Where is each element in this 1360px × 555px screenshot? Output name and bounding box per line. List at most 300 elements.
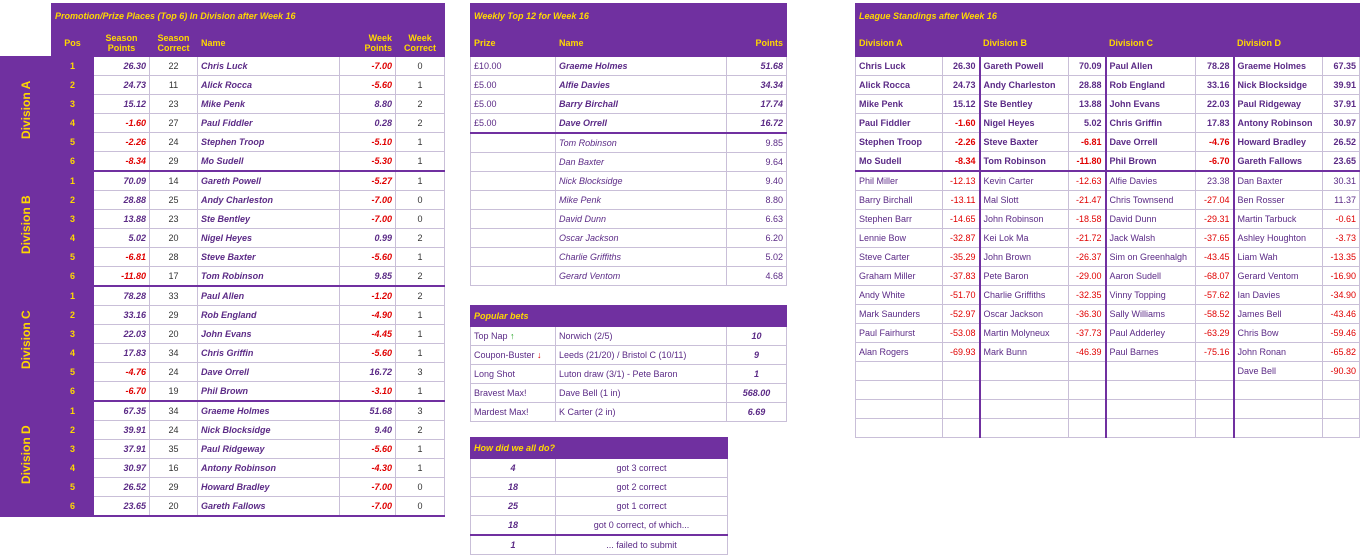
table-row	[1, 421, 445, 440]
player-name: Mark Bunn	[980, 343, 1069, 362]
table-row	[1, 459, 445, 478]
table-row	[471, 365, 787, 384]
table-row	[1, 363, 445, 382]
header-name: Name	[556, 29, 727, 57]
season-points: 78.28	[94, 286, 150, 306]
season-points: -32.35	[1069, 286, 1106, 305]
season-points: 39.91	[1323, 76, 1360, 95]
count: 1	[471, 535, 556, 555]
bet-label-text: Bravest Max!	[474, 388, 527, 398]
season-points: 24.73	[94, 76, 150, 95]
season-points: -51.70	[943, 286, 980, 305]
season-points: -21.47	[1069, 191, 1106, 210]
season-points: 33.16	[1196, 76, 1234, 95]
table-row	[471, 516, 728, 536]
player-name: Alfie Davies	[1106, 171, 1196, 191]
week-correct: 3	[396, 363, 445, 382]
table-row	[856, 362, 1360, 381]
table-row	[856, 229, 1360, 248]
table-row	[856, 95, 1360, 114]
bet-count: 10	[727, 327, 787, 346]
count: 18	[471, 478, 556, 497]
table-row	[856, 400, 1360, 419]
season-points: 23.65	[94, 497, 150, 517]
player-name	[856, 362, 943, 381]
season-points: -13.11	[943, 191, 980, 210]
player-name: Alick Rocca	[856, 76, 943, 95]
player-name: Graeme Holmes	[1234, 57, 1323, 76]
prize-amount	[471, 229, 556, 248]
blank-cell	[1, 29, 52, 57]
player-name: Alan Rogers	[856, 343, 943, 362]
season-points: 28.88	[1069, 76, 1106, 95]
bet-label	[471, 346, 556, 365]
bet-description: Leeds (21/20) / Bristol C (10/11)	[556, 346, 727, 365]
table-row	[856, 305, 1360, 324]
player-name: Nick Blocksidge	[1234, 76, 1323, 95]
promotion-title: Promotion/Prize Places (Top 6) In Division after Week 16	[52, 4, 445, 29]
position: 3	[52, 210, 94, 229]
season-points: -11.80	[1069, 152, 1106, 172]
season-correct: 20	[150, 497, 198, 517]
bet-description: Luton draw (3/1) - Pete Baron	[556, 365, 727, 384]
season-points: -27.04	[1196, 191, 1234, 210]
season-points: 17.83	[1196, 114, 1234, 133]
season-points: -68.07	[1196, 267, 1234, 286]
season-points: 11.37	[1323, 191, 1360, 210]
player-name	[856, 381, 943, 400]
week-points: 5.02	[727, 248, 787, 267]
player-name: Liam Wah	[1234, 248, 1323, 267]
bet-label	[471, 327, 556, 346]
season-correct: 22	[150, 57, 198, 76]
table-row	[471, 133, 787, 153]
weekly-top12-table	[470, 3, 787, 286]
position: 4	[52, 459, 94, 478]
position: 6	[52, 497, 94, 517]
position: 5	[52, 248, 94, 267]
week-correct: 2	[396, 114, 445, 133]
table-row	[856, 210, 1360, 229]
player-name: Dave Orrell	[556, 114, 727, 134]
season-points: 23.38	[1196, 171, 1234, 191]
week-correct: 1	[396, 171, 445, 191]
header-pos: Pos	[52, 29, 94, 57]
table-row	[471, 403, 787, 422]
table-row	[1, 344, 445, 363]
table-row	[856, 171, 1360, 191]
position: 3	[52, 95, 94, 114]
how-did-we-do-title: How did we all do?	[471, 438, 728, 459]
count: 25	[471, 497, 556, 516]
prize-amount	[471, 210, 556, 229]
bet-count: 9	[727, 346, 787, 365]
division-header: Division D	[1234, 29, 1360, 57]
season-points: -29.31	[1196, 210, 1234, 229]
table-row	[1, 133, 445, 152]
season-correct: 35	[150, 440, 198, 459]
season-points: 28.88	[94, 191, 150, 210]
season-points	[1196, 362, 1234, 381]
season-points: -14.65	[943, 210, 980, 229]
season-points: -69.93	[943, 343, 980, 362]
player-name: Chris Luck	[198, 57, 340, 76]
season-points: -59.46	[1323, 324, 1360, 343]
season-points: -65.82	[1323, 343, 1360, 362]
outcome: got 3 correct	[556, 459, 728, 478]
season-points: -29.00	[1069, 267, 1106, 286]
player-name: Dave Bell	[1234, 362, 1323, 381]
player-name: Charlie Griffiths	[556, 248, 727, 267]
season-points: -1.60	[94, 114, 150, 133]
player-name: Barry Birchall	[856, 191, 943, 210]
player-name: Nigel Heyes	[980, 114, 1069, 133]
table-row	[856, 419, 1360, 438]
player-name: John Evans	[1106, 95, 1196, 114]
week-points: -5.60	[340, 440, 396, 459]
player-name: Martin Tarbuck	[1234, 210, 1323, 229]
week-correct: 1	[396, 133, 445, 152]
prize-amount: £5.00	[471, 76, 556, 95]
header-prize: Prize	[471, 29, 556, 57]
player-name	[980, 400, 1069, 419]
player-name	[1106, 362, 1196, 381]
season-points: 5.02	[1069, 114, 1106, 133]
season-points: -6.70	[94, 382, 150, 402]
season-points: -53.08	[943, 324, 980, 343]
table-row	[1, 286, 445, 306]
season-correct: 19	[150, 382, 198, 402]
season-correct: 14	[150, 171, 198, 191]
week-correct: 2	[396, 286, 445, 306]
season-correct: 27	[150, 114, 198, 133]
player-name: Gareth Fallows	[198, 497, 340, 517]
player-name: David Dunn	[1106, 210, 1196, 229]
table-row	[856, 191, 1360, 210]
popular-bets-title: Popular bets	[471, 306, 787, 327]
position: 5	[52, 363, 94, 382]
player-name	[1234, 419, 1323, 438]
week-points: -5.10	[340, 133, 396, 152]
table-row	[471, 384, 787, 403]
season-points: 39.91	[94, 421, 150, 440]
season-points: 30.97	[1323, 114, 1360, 133]
player-name: Chris Luck	[856, 57, 943, 76]
player-name	[856, 419, 943, 438]
outcome: got 1 correct	[556, 497, 728, 516]
player-name: David Dunn	[556, 210, 727, 229]
season-points: 26.30	[943, 57, 980, 76]
season-points: 13.88	[1069, 95, 1106, 114]
player-name: Ste Bentley	[198, 210, 340, 229]
position: 3	[52, 325, 94, 344]
position: 1	[52, 57, 94, 76]
prize-amount	[471, 191, 556, 210]
season-points	[943, 400, 980, 419]
week-points: 16.72	[727, 114, 787, 134]
player-name: Oscar Jackson	[556, 229, 727, 248]
player-name: John Evans	[198, 325, 340, 344]
table-row	[856, 152, 1360, 172]
week-points: 0.99	[340, 229, 396, 248]
week-points: -5.60	[340, 76, 396, 95]
position: 2	[52, 191, 94, 210]
season-points: -18.58	[1069, 210, 1106, 229]
season-points: -4.76	[1196, 133, 1234, 152]
season-points	[1069, 419, 1106, 438]
player-name: Vinny Topping	[1106, 286, 1196, 305]
player-name: John Robinson	[980, 210, 1069, 229]
position: 4	[52, 114, 94, 133]
season-points: -6.81	[94, 248, 150, 267]
bet-label	[471, 384, 556, 403]
season-correct: 34	[150, 344, 198, 363]
table-row	[1, 248, 445, 267]
player-name: Paul Ridgeway	[198, 440, 340, 459]
division-header: Division B	[980, 29, 1106, 57]
division-label-text: Division D	[19, 424, 33, 484]
season-points: -58.52	[1196, 305, 1234, 324]
player-name: Stephen Troop	[856, 133, 943, 152]
position: 2	[52, 421, 94, 440]
division-header: Division A	[856, 29, 980, 57]
division-label-text: Division C	[19, 309, 33, 369]
league-title: League Standings after Week 16	[856, 4, 1360, 29]
bet-label	[471, 403, 556, 422]
season-points: -8.34	[94, 152, 150, 172]
season-points	[1196, 381, 1234, 400]
player-name: Mo Sudell	[856, 152, 943, 172]
table-row	[471, 76, 787, 95]
count: 18	[471, 516, 556, 536]
player-name: Chris Bow	[1234, 324, 1323, 343]
week-correct: 1	[396, 152, 445, 172]
week-correct: 0	[396, 191, 445, 210]
table-row	[471, 248, 787, 267]
table-row	[471, 95, 787, 114]
player-name: Jack Walsh	[1106, 229, 1196, 248]
week-correct: 1	[396, 382, 445, 402]
table-row	[1, 440, 445, 459]
season-points: -12.63	[1069, 171, 1106, 191]
season-correct: 24	[150, 363, 198, 382]
season-points: -34.90	[1323, 286, 1360, 305]
prize-amount	[471, 172, 556, 191]
season-points: 26.30	[94, 57, 150, 76]
player-name: Steve Baxter	[198, 248, 340, 267]
table-row	[471, 153, 787, 172]
player-name: Stephen Barr	[856, 210, 943, 229]
season-points	[1196, 400, 1234, 419]
division-label	[1, 57, 52, 172]
week-points: 6.20	[727, 229, 787, 248]
season-points: -57.62	[1196, 286, 1234, 305]
player-name: Chris Townsend	[1106, 191, 1196, 210]
week-correct: 1	[396, 344, 445, 363]
table-row	[1, 401, 445, 421]
week-points: 9.40	[727, 172, 787, 191]
header-name: Name	[198, 29, 340, 57]
bet-description: K Carter (2 in)	[556, 403, 727, 422]
player-name: Tom Robinson	[556, 133, 727, 153]
week-correct: 1	[396, 325, 445, 344]
table-row	[471, 172, 787, 191]
player-name	[980, 419, 1069, 438]
blank-cell	[1, 4, 52, 29]
player-name: Mike Penk	[856, 95, 943, 114]
player-name: Ashley Houghton	[1234, 229, 1323, 248]
table-row	[471, 191, 787, 210]
table-row	[471, 327, 787, 346]
season-points: 37.91	[94, 440, 150, 459]
week-points: -7.00	[340, 191, 396, 210]
season-points: -13.35	[1323, 248, 1360, 267]
player-name: Sim on Greenhalgh	[1106, 248, 1196, 267]
season-points: 26.52	[1323, 133, 1360, 152]
table-row	[1, 229, 445, 248]
season-correct: 17	[150, 267, 198, 287]
week-correct: 2	[396, 229, 445, 248]
position: 2	[52, 306, 94, 325]
player-name: Lennie Bow	[856, 229, 943, 248]
season-points: 17.83	[94, 344, 150, 363]
bet-count: 6.69	[727, 403, 787, 422]
week-correct: 0	[396, 57, 445, 76]
player-name: Mal Slott	[980, 191, 1069, 210]
season-points: 5.02	[94, 229, 150, 248]
player-name: Graeme Holmes	[556, 57, 727, 76]
season-points: 22.03	[94, 325, 150, 344]
player-name: John Ronan	[1234, 343, 1323, 362]
week-points: -3.10	[340, 382, 396, 402]
league-standings-table	[855, 3, 1360, 438]
week-points: 8.80	[340, 95, 396, 114]
player-name	[1234, 400, 1323, 419]
week-points: 17.74	[727, 95, 787, 114]
season-points	[1069, 381, 1106, 400]
player-name: Paul Adderley	[1106, 324, 1196, 343]
season-points: -52.97	[943, 305, 980, 324]
player-name: Barry Birchall	[556, 95, 727, 114]
week-correct: 1	[396, 459, 445, 478]
player-name: Ben Rosser	[1234, 191, 1323, 210]
week-points: -5.60	[340, 248, 396, 267]
table-row	[1, 267, 445, 287]
week-points: 4.68	[727, 267, 787, 286]
player-name: Paul Allen	[1106, 57, 1196, 76]
weekly-title: Weekly Top 12 for Week 16	[471, 4, 787, 29]
player-name: Ian Davies	[1234, 286, 1323, 305]
season-points: -35.29	[943, 248, 980, 267]
week-points: -4.90	[340, 306, 396, 325]
outcome: got 0 correct, of which...	[556, 516, 728, 536]
player-name: Nick Blocksidge	[198, 421, 340, 440]
season-points: 15.12	[94, 95, 150, 114]
position: 6	[52, 267, 94, 287]
week-points: 0.28	[340, 114, 396, 133]
player-name: Paul Ridgeway	[1234, 95, 1323, 114]
season-points: 30.31	[1323, 171, 1360, 191]
week-correct: 1	[396, 440, 445, 459]
player-name: Gerard Ventom	[1234, 267, 1323, 286]
season-correct: 23	[150, 210, 198, 229]
season-points: -11.80	[94, 267, 150, 287]
season-correct: 25	[150, 191, 198, 210]
player-name	[980, 381, 1069, 400]
player-name: Nick Blocksidge	[556, 172, 727, 191]
player-name: Rob England	[1106, 76, 1196, 95]
player-name: Steve Baxter	[980, 133, 1069, 152]
season-points: 33.16	[94, 306, 150, 325]
table-row	[471, 210, 787, 229]
season-points: -2.26	[943, 133, 980, 152]
week-correct: 1	[396, 248, 445, 267]
position: 5	[52, 478, 94, 497]
outcome: ... failed to submit	[556, 535, 728, 555]
season-points: -6.81	[1069, 133, 1106, 152]
player-name: Paul Fiddler	[856, 114, 943, 133]
season-points: 70.09	[94, 171, 150, 191]
player-name: Gareth Powell	[198, 171, 340, 191]
season-points: -0.61	[1323, 210, 1360, 229]
header-season-correct: Season Correct	[150, 29, 198, 57]
promotion-table	[0, 3, 445, 517]
table-row	[856, 76, 1360, 95]
how-did-we-do-table	[470, 437, 728, 555]
season-points: 26.52	[94, 478, 150, 497]
week-points: -7.00	[340, 497, 396, 517]
season-points: 37.91	[1323, 95, 1360, 114]
season-correct: 28	[150, 248, 198, 267]
player-name: Paul Fiddler	[198, 114, 340, 133]
position: 6	[52, 382, 94, 402]
season-points: -43.46	[1323, 305, 1360, 324]
division-header: Division C	[1106, 29, 1234, 57]
table-row	[856, 133, 1360, 152]
table-row	[856, 267, 1360, 286]
player-name: Dave Orrell	[198, 363, 340, 382]
season-points	[1323, 419, 1360, 438]
arrow-down-icon: ↓	[534, 350, 542, 360]
position: 5	[52, 133, 94, 152]
player-name: Charlie Griffiths	[980, 286, 1069, 305]
season-points: -3.73	[1323, 229, 1360, 248]
season-points: 13.88	[94, 210, 150, 229]
player-name: Gareth Fallows	[1234, 152, 1323, 172]
player-name: Stephen Troop	[198, 133, 340, 152]
table-row	[471, 478, 728, 497]
position: 6	[52, 152, 94, 172]
bet-label-text: Long Shot	[474, 369, 516, 379]
table-row	[471, 535, 728, 555]
season-points	[1323, 381, 1360, 400]
player-name: Phil Miller	[856, 171, 943, 191]
player-name: Mark Saunders	[856, 305, 943, 324]
bet-label	[471, 365, 556, 384]
week-correct: 0	[396, 210, 445, 229]
week-points: 8.80	[727, 191, 787, 210]
table-row	[856, 343, 1360, 362]
header-points: Points	[727, 29, 787, 57]
table-row	[856, 324, 1360, 343]
division-label-text: Division B	[19, 194, 33, 254]
player-name: Paul Fairhurst	[856, 324, 943, 343]
player-name: Sally Williams	[1106, 305, 1196, 324]
player-name: Antony Robinson	[198, 459, 340, 478]
table-row	[471, 267, 787, 286]
week-correct: 2	[396, 95, 445, 114]
season-points: -90.30	[1323, 362, 1360, 381]
